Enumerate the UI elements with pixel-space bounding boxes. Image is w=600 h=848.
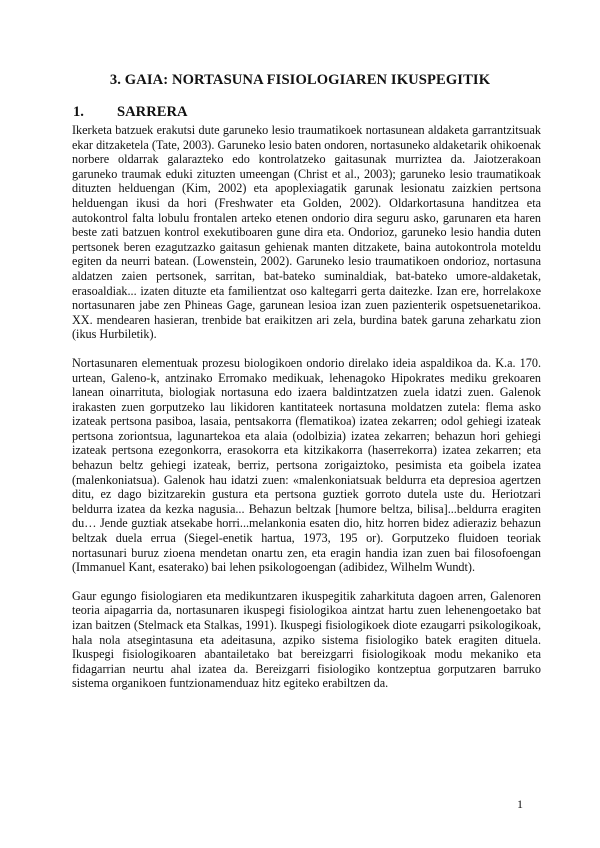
page-number: 1 xyxy=(517,797,523,811)
section-title: SARRERA xyxy=(117,104,188,120)
paragraph: Gaur egungo fisiologiaren eta medikuntzaren ikuspegitik zaharkituta dagoen arren, Galenoren teoria aipagarria da, nortasunaren ikuspegi fisiologikoa aintzat hartu zuen lehenengoetako bat izan baitzen (Stelmack eta Stalkas, 1991). Ikuspegi fisiologikoek diote ezaugarri psikologikoak, hala nola atsegintasuna eta adeitasuna, azpiko sistema fisiologiko batek eragiten dituela. Ikuspegi fisiologikoaren abantailetako bat bereizgarri fisiologikoak modu mekaniko eta fidagarrian neurtu ahal izatea da. Bereizgarri fisiologiko kontzeptua gorputzaren barruko sistema organikoen funtzionamenduaz hitz egiteko erabiltzen da. xyxy=(72,588,541,691)
section-number: 1. xyxy=(73,104,84,120)
document-body xyxy=(72,123,541,705)
chapter-title: 3. GAIA: NORTASUNA FISIOLOGIAREN IKUSPEGITIK xyxy=(109,72,491,88)
paragraph: Nortasunaren elementuak prozesu biologikoen ondorio direlako ideia aspaldikoa da. K.a. 170. urtean, Galeno-k, antzinako Erromako medikuak, lehenagoko Hipokrates mediku grekoaren lanean oinarrituta, biologiak nortasuna edo izaera baldintzatzen zuela idatzi zuen. Galenok irakasten zuen gorputzeko lau likidoren kantitateek nortasuna moldatzen zutela: flema asko izateak pertsona pasiboa, lasaia, pentsakorra (flematikoa) izatea zekarren; odol gehiegi izateak pertsona zoriontsua, lagunartekoa eta alaia (odolbizia) izatea zekarren; behazun hori gehiegi izateak pertsona ezegonkorra, erasokorra eta kitzikakorra (haserrekorra) izatea zekarren; eta behazun beltz gehiegi izateak, berriz, pertsona zorigaiztoko, pesimista eta goibela izatea (malenkoniatsua). Galenok hau idatzi zuen: «malenkoniatsuak beldurra eta depresioa agertzen ditu, ez dago bizitzarekin gustura eta pertsona guztiek gorroto dutela uste du. Heriotzari beldurra izatea da kezka nagusia... Behazun beltzak [humore beltza, bilisa]...beldurra eragiten du… Jende guztiak atsekabe horri...melankonia esaten dio, hitz horren bidez adieraziz behazun beltzak duela errua (Siegel-enetik hartua, 1973, 195 or). Gorputzeko fluidoen teoriak nortasunari buruz zioena mendetan onartu zen, eta eragin handia izan zuen bai filosofoengan (Immanuel Kant, esaterako) bai lehen psikologoengan (adibidez, Wilhelm Wundt). xyxy=(72,355,541,575)
paragraph: Ikerketa batzuek erakutsi dute garuneko lesio traumatikoek nortasunean aldaketa garrantzitsuak ekar ditzaketela (Tate, 2003). Garuneko lesio baten ondoren, nortasuneko aldaketarik ohikoenak norbere oldarrak galarazteko edo kontrolatzeko gaitasunak murriztea da. Jaiotzerakoan garuneko traumak eduki zituzten umeengan (Christ et al., 2003); garuneko lesio traumatikoak dituzten helduengan (Kim, 2002) eta apoplexiagatik garunak lesionatu zaizkien pertsona helduengan ikusi da hori (Freshwater eta Golden, 2002). Oldarkortasuna handitzea eta autokontrol falta lobulu frontalen arteko etenen ondorio dira seguru asko, garunaren eta haren beste zati batzuen kontrol exekutiboaren gune dira eta. Ondorioz, garuneko lesio handia duten pertsonek beren ezagutzazko gaitasun gehienak manten ditzakete, baina autokontrola moteldu egiten da neurri batean. (Lowenstein, 2002). Garuneko lesio traumatikoen ondorioz, nortasuna aldatzen zaien pertsonek, sarritan, bat-bateko suminaldiak, bat-bateko umore-aldaketak, erasoaldiak... izaten dituzte eta familientzat oso kaltegarri gerta daitezke. Izan ere, horrelakoxe nortasunaren jabe zen Phineas Gage, garunean lesioa izan zuen pazienterik ospetsuenetarikoa. XX. mendearen hasieran, trenbide bat eraikitzen ari zela, burdina batek garuna zeharkatu zion (ikus Hurbiletik). xyxy=(72,123,541,342)
section-heading xyxy=(73,104,188,121)
